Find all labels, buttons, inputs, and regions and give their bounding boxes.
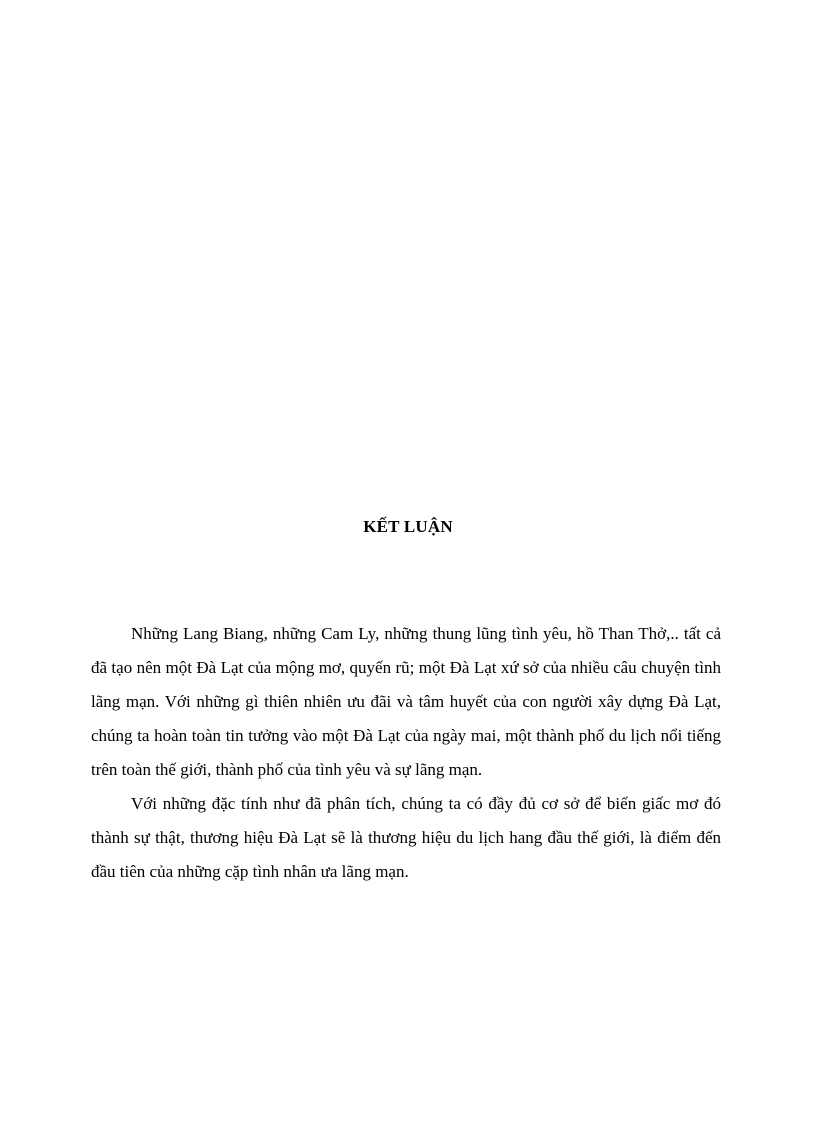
paragraph-2: Với những đặc tính như đã phân tích, chúng ta có đầy đủ cơ sở để biến giấc mơ đó thành sự thật, thương hiệu Đà Lạt sẽ là thương hiệu du lịch hang đầu thế giới, là điểm đến đầu tiên của những cặp tình nhân ưa lãng mạn. [91,794,721,881]
body-text [91,617,721,889]
paragraph-1: Những Lang Biang, những Cam Ly, những thung lũng tình yêu, hồ Than Thở,.. tất cả đã tạo nên một Đà Lạt của mộng mơ, quyến rũ; một Đà Lạt xứ sở của nhiều câu chuyện tình lãng mạn. Với những gì thiên nhiên ưu đãi và tâm huyết của con người xây dựng Đà Lạt, chúng ta hoàn toàn tin tưởng vào một Đà Lạt của ngày mai, một thành phố du lịch nổi tiếng trên toàn thế giới, thành phố của tình yêu và sự lãng mạn. [91,624,721,779]
section-heading: KẾT LUẬN [363,517,453,536]
